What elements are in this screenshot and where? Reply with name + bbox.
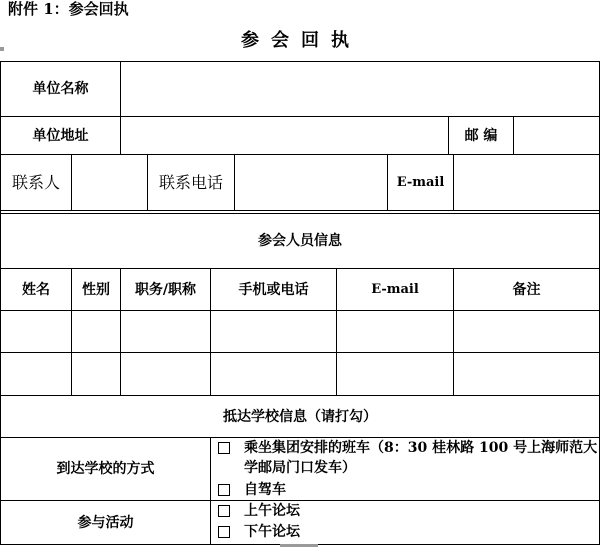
option-self-drive-label: 自驾车 [244, 482, 286, 498]
option-afternoon-forum-label: 下午论坛 [244, 524, 300, 540]
column-header-gender: 性别 [82, 281, 110, 298]
option-afternoon-forum[interactable] [218, 522, 598, 542]
option-morning-forum[interactable] [218, 501, 598, 521]
contact-label: 联系人 [11, 172, 60, 192]
unit-name-label: 单位名称 [32, 81, 89, 97]
attachment-label: 附件 1：参会回执 [8, 0, 129, 18]
table-row[interactable] [1, 353, 599, 395]
arrival-section-title: 抵达学校信息（请打勾） [223, 408, 377, 425]
margin-marker [0, 47, 4, 51]
table-row[interactable] [1, 311, 599, 352]
option-shuttle-bus-label: 乘坐集团安排的班车（8：30 桂林路 100 号上海师范大学邮局门口发车） [244, 440, 598, 476]
option-self-drive[interactable] [218, 480, 598, 500]
form-title: 参会回执 [241, 30, 361, 51]
unit-address-field[interactable] [121, 117, 448, 154]
attendee-section-title: 参会人员信息 [258, 233, 342, 249]
phone-label: 联系电话 [158, 172, 223, 192]
column-header-email: E-mail [371, 281, 419, 297]
column-header-remarks: 备注 [512, 281, 541, 298]
column-header-title: 职务/职称 [134, 281, 197, 298]
column-header-phone: 手机或电话 [238, 281, 309, 298]
unit-address-label: 单位地址 [32, 127, 89, 144]
option-shuttle-bus[interactable] [218, 438, 598, 478]
email-field[interactable] [454, 155, 599, 210]
checkbox-icon[interactable] [218, 526, 230, 538]
checkbox-icon[interactable] [218, 442, 230, 454]
postcode-label: 邮 编 [464, 127, 498, 144]
activity-label: 参与活动 [77, 514, 134, 531]
contact-field[interactable] [72, 155, 147, 210]
option-morning-forum-label: 上午论坛 [244, 503, 300, 519]
unit-name-field[interactable] [121, 62, 599, 116]
email-label: E-mail [396, 174, 445, 190]
phone-field[interactable] [235, 155, 387, 210]
postcode-field[interactable] [514, 117, 599, 154]
checkbox-icon[interactable] [218, 505, 230, 517]
arrival-method-label: 到达学校的方式 [56, 461, 155, 477]
column-header-name: 姓名 [22, 281, 50, 298]
checkbox-icon[interactable] [218, 484, 230, 496]
